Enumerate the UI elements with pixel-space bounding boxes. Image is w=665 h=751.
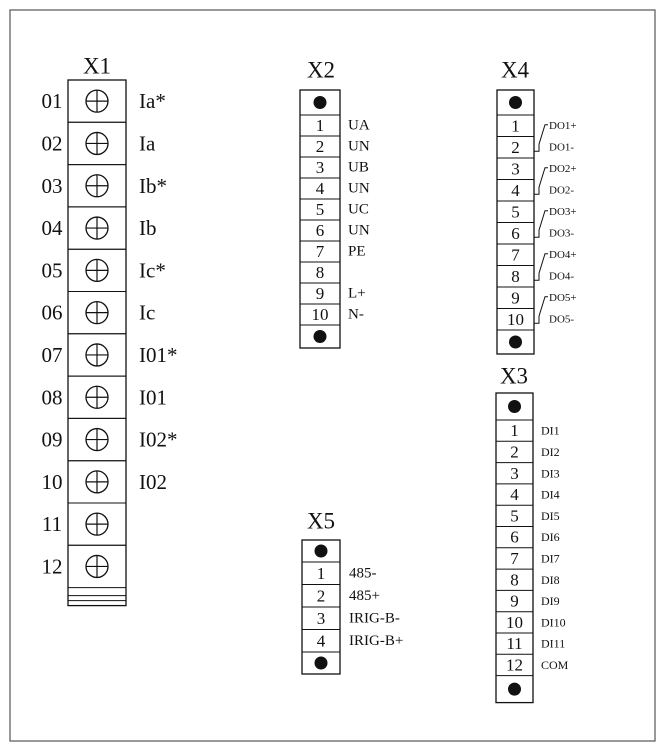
- terminal-number: 10: [507, 309, 524, 329]
- terminal-label: DO4+: [549, 248, 577, 261]
- terminal-label: UN: [348, 138, 370, 155]
- terminal-block-x4: [497, 58, 577, 355]
- terminal-label: DO1-: [549, 141, 575, 154]
- terminal-number: 7: [510, 548, 519, 568]
- terminal-number: 12: [506, 655, 523, 675]
- terminal-label: I02*: [139, 427, 178, 452]
- terminal-number: 06: [41, 300, 63, 325]
- terminal-label: 485-: [349, 565, 377, 582]
- terminal-label: PE: [348, 243, 366, 260]
- terminal-label: DI2: [541, 444, 560, 459]
- terminal-number: 10: [311, 305, 329, 324]
- mounting-hole-icon: [508, 400, 521, 413]
- terminal-number: 1: [316, 563, 326, 583]
- terminal-label: L+: [348, 285, 366, 302]
- terminal-label: DI9: [541, 594, 560, 609]
- terminal-label: DI5: [541, 508, 560, 523]
- terminal-label: COM: [541, 657, 569, 672]
- terminal-number: 2: [511, 137, 520, 157]
- block-title-x1: X1: [82, 53, 112, 79]
- terminal-label: UA: [348, 117, 370, 134]
- terminal-number: 1: [510, 421, 519, 441]
- terminal-number: 01: [41, 89, 63, 114]
- terminal-label: I01: [139, 385, 167, 410]
- terminal-label: DI3: [541, 466, 560, 481]
- terminal-label: Ia: [139, 131, 156, 156]
- terminal-label: UN: [348, 180, 370, 197]
- terminal-number: 2: [316, 586, 326, 606]
- terminal-label: DI6: [541, 530, 560, 545]
- terminal-number: 6: [315, 221, 325, 240]
- mounting-hole-icon: [315, 545, 328, 558]
- terminal-label: Ia*: [139, 89, 166, 114]
- terminal-block-x1: [42, 54, 178, 606]
- terminal-number: 3: [510, 463, 519, 483]
- terminal-number: 4: [510, 485, 519, 505]
- block-title-x4: X4: [500, 57, 530, 83]
- terminal-label: DI7: [541, 551, 560, 566]
- terminal-number: 09: [41, 427, 63, 452]
- terminal-number: 9: [315, 284, 325, 303]
- terminal-number: 07: [41, 342, 63, 367]
- terminal-number: 10: [506, 612, 523, 632]
- mounting-hole-icon: [315, 657, 328, 670]
- block-title-x3: X3: [499, 363, 529, 389]
- terminal-number: 8: [510, 570, 519, 590]
- terminal-label: UN: [348, 222, 370, 239]
- terminal-label: Ib*: [139, 173, 167, 198]
- terminal-label: 485+: [349, 587, 380, 604]
- terminal-number: 10: [41, 469, 63, 494]
- terminal-number: 2: [510, 442, 519, 462]
- terminal-number: 7: [315, 242, 325, 261]
- terminal-number: 4: [316, 631, 326, 651]
- terminal-number: 1: [315, 116, 325, 135]
- terminal-label: DI4: [541, 487, 560, 502]
- terminal-label: DO2-: [549, 184, 575, 197]
- terminal-label: DO1+: [549, 119, 577, 132]
- terminal-label: DO5-: [549, 313, 575, 326]
- terminal-label: N-: [348, 306, 364, 323]
- terminal-number: 03: [41, 173, 63, 198]
- terminal-number: 11: [506, 634, 523, 654]
- terminal-number: 3: [511, 159, 520, 179]
- terminal-label: Ic: [139, 300, 156, 325]
- relay-contact-icon: [534, 254, 548, 281]
- terminal-label: IRIG-B+: [349, 632, 404, 649]
- terminal-label: Ic*: [139, 258, 166, 283]
- terminal-number: 11: [41, 512, 63, 537]
- terminal-number: 04: [41, 216, 63, 241]
- mounting-hole-icon: [508, 683, 521, 696]
- terminal-label: DO3-: [549, 227, 575, 240]
- relay-contact-icon: [534, 168, 548, 195]
- mounting-hole-icon: [314, 330, 327, 343]
- terminal-number: 12: [41, 554, 63, 579]
- relay-contact-icon: [534, 125, 548, 152]
- terminal-number: 05: [41, 258, 63, 283]
- terminal-number: 3: [315, 158, 325, 177]
- terminal-label: DO5+: [549, 291, 577, 304]
- terminal-number: 9: [510, 591, 519, 611]
- terminal-block-x2: [300, 58, 370, 349]
- block-title-x5: X5: [306, 508, 336, 534]
- terminal-label: I02: [139, 469, 167, 494]
- terminal-number: 6: [510, 527, 519, 547]
- mounting-hole-icon: [509, 96, 522, 109]
- terminal-label: UB: [348, 159, 369, 176]
- terminal-number: 4: [315, 179, 325, 198]
- terminal-label: DO4-: [549, 270, 575, 283]
- terminal-label: I01*: [139, 342, 178, 367]
- terminal-label: Ib: [139, 216, 157, 241]
- terminal-label: DI11: [541, 636, 566, 651]
- terminal-number: 7: [511, 245, 520, 265]
- relay-contact-icon: [534, 297, 548, 324]
- terminal-label: IRIG-B-: [349, 610, 400, 627]
- terminal-number: 5: [510, 506, 519, 526]
- terminal-number: 5: [511, 202, 520, 222]
- relay-contact-icon: [534, 211, 548, 238]
- terminal-label: DO3+: [549, 205, 577, 218]
- terminal-number: 08: [41, 385, 63, 410]
- mounting-hole-icon: [314, 96, 327, 109]
- terminal-number: 8: [315, 263, 325, 282]
- terminal-number: 8: [511, 266, 520, 286]
- block-title-x2: X2: [306, 57, 336, 83]
- terminal-number: 9: [511, 288, 520, 308]
- terminal-label: DI10: [541, 615, 566, 630]
- terminal-block-x3: [496, 364, 569, 703]
- terminal-number: 5: [315, 200, 325, 219]
- terminal-label: DI1: [541, 423, 560, 438]
- terminal-number: 3: [316, 608, 326, 628]
- terminal-number: 6: [511, 223, 520, 243]
- terminal-number: 1: [511, 116, 520, 136]
- terminal-number: 2: [315, 137, 325, 156]
- mounting-hole-icon: [509, 336, 522, 349]
- terminal-label: DI8: [541, 572, 560, 587]
- terminal-label: UC: [348, 201, 369, 218]
- terminal-number: 4: [511, 180, 520, 200]
- terminal-number: 02: [41, 131, 63, 156]
- terminal-block-x5: [302, 509, 403, 675]
- terminal-label: DO2+: [549, 162, 577, 175]
